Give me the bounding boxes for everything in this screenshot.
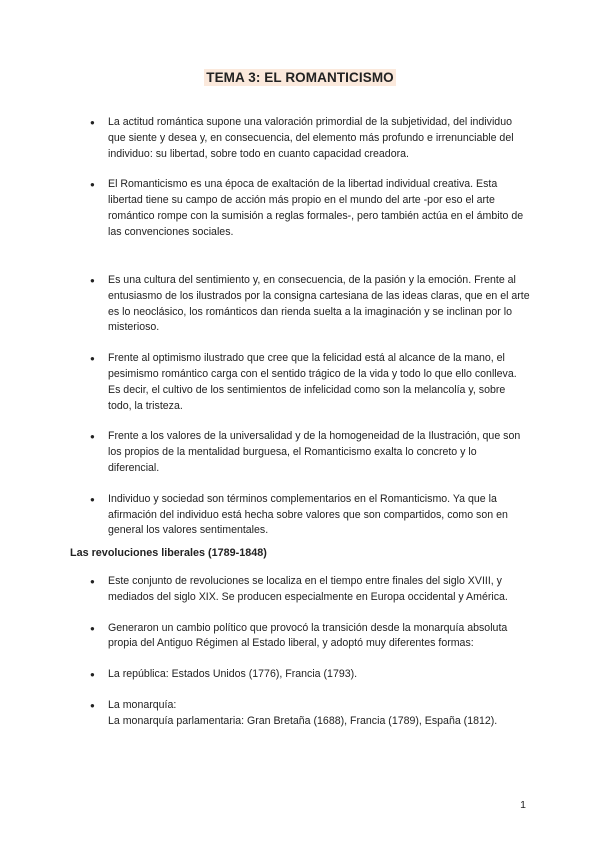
list-item: ● Generaron un cambio político que provocó la transición desde la monarquía absoluta propia del Antiguo Régimen al Estado liberal, y adoptó muy diferentes formas: xyxy=(90,621,530,653)
page-title: TEMA 3: EL ROMANTICISMO xyxy=(206,70,394,85)
list-item: ● Individuo y sociedad son términos complementarios en el Romanticismo. Ya que la afirmación del individuo está hecha sobre valores que son compartidos, como son en general los valores sentimentales. xyxy=(90,492,530,539)
list-item: ● Es una cultura del sentimiento y, en consecuencia, de la pasión y la emoción. Frente al entusiasmo de los ilustrados por la consigna cartesiana de las ideas claras, que en el arte es lo neoclásico, los románticos dan rienda suelta a la imaginación y se inclinan por lo misterioso. xyxy=(90,273,530,336)
bullet-list-intro xyxy=(90,115,530,241)
bullet-list-features xyxy=(90,273,530,539)
list-item xyxy=(90,698,530,730)
list-item: ● Frente al optimismo ilustrado que cree que la felicidad está al alcance de la mano, el pesimismo romántico carga con el sentido trágico de la vida y todo lo que ello conlleva. Es decir, el cultivo de los sentimientos de infelicidad como son la melancolía y, sobre todo, la tristeza. xyxy=(90,351,530,414)
page-number: 1 xyxy=(520,799,526,811)
monarquia-label: La monarquía: xyxy=(108,698,177,711)
list-item: ● Frente a los valores de la universalidad y de la homogeneidad de la Ilustración, que son los propios de la mentalidad burguesa, el Romanticismo exalta lo concreto y lo diferencial. xyxy=(90,429,530,476)
list-item: ● El Romanticismo es una época de exaltación de la libertad individual creativa. Esta libertad tiene su campo de acción más propio en el mundo del arte -por eso el arte romántico rompe con la sumisión a reglas formales-, pero también actúa en el ámbito de las convenciones sociales. xyxy=(90,177,530,240)
section-heading: Las revoluciones liberales (1789-1848) xyxy=(70,547,267,559)
list-item: ● La república: Estados Unidos (1776), Francia (1793). xyxy=(90,667,530,683)
list-item: ● Este conjunto de revoluciones se localiza en el tiempo entre finales del siglo XVIII, y mediados del siglo XIX. Se producen especialmente en Europa occidental y América. xyxy=(90,574,530,606)
monarquia-detail: La monarquía parlamentaria: Gran Bretaña (1688), Francia (1789), España (1812). xyxy=(108,714,498,727)
bullet-list-revolutions xyxy=(90,574,530,730)
list-item: ● La actitud romántica supone una valoración primordial de la subjetividad, del individuo que siente y desea y, en consecuencia, del elemento más profundo e irrenunciable del individuo: su libertad, sobre todo en cuanto capacidad creadora. xyxy=(90,115,530,162)
